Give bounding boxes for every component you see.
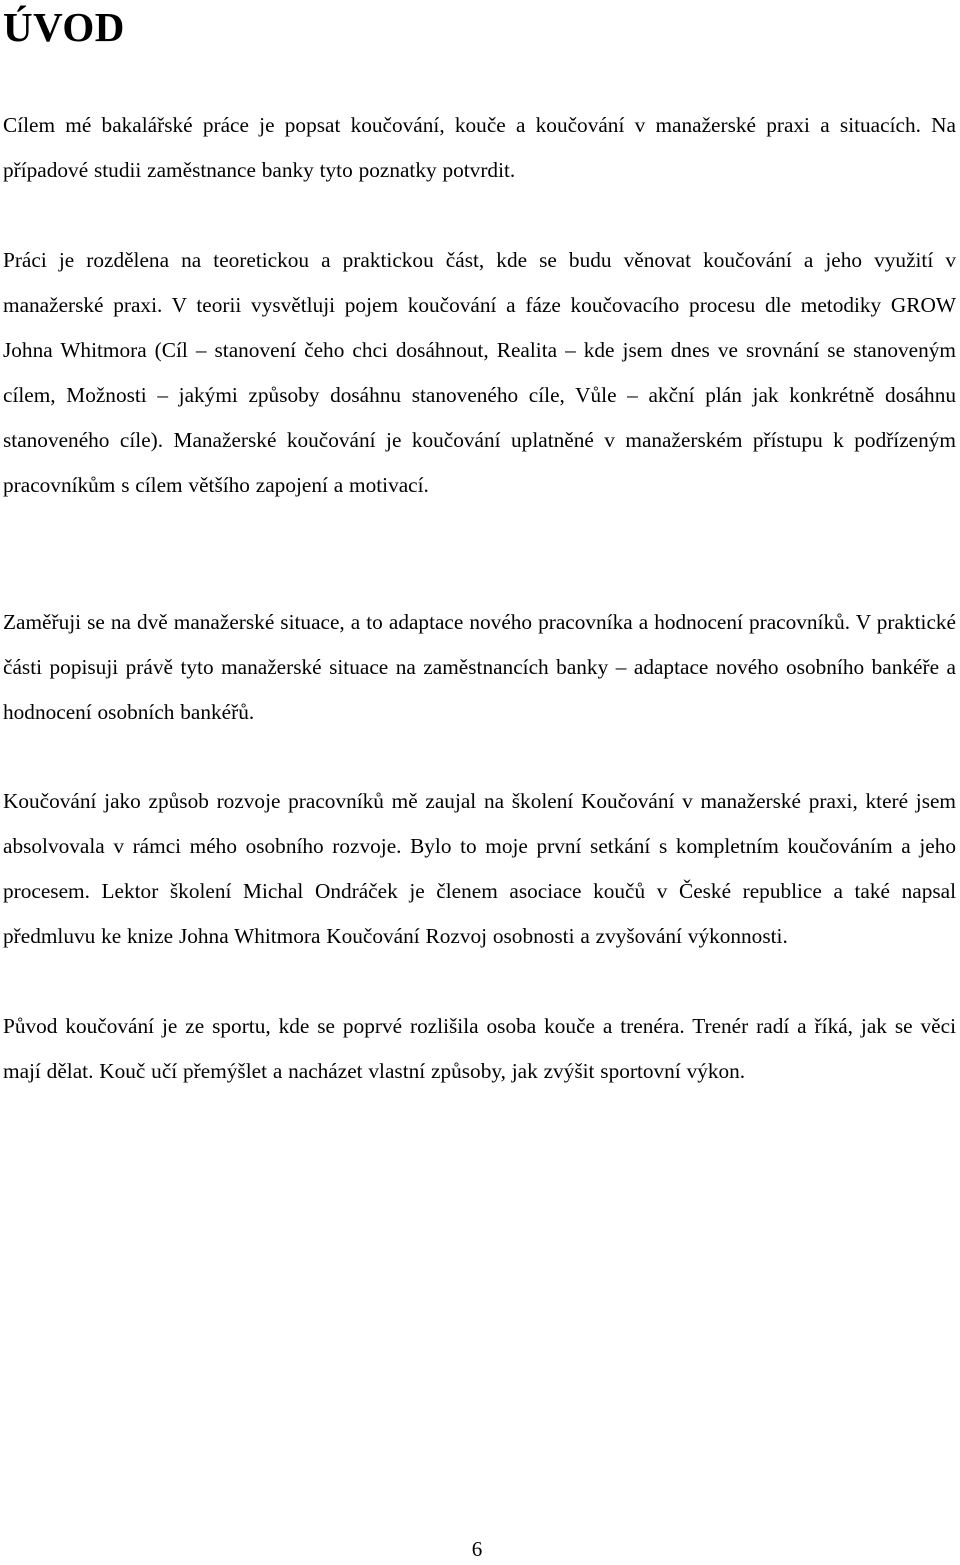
paragraph-situations: Zaměřuji se na dvě manažerské situace, a to adaptace nového pracovníka a hodnocení pracovníků. V praktické části popisuji právě tyto manažerské situace na zaměstnancích banky – adaptace nového osobního bankéře a hodnocení osobních bankéřů.: [3, 610, 956, 724]
paragraph-motivation: Koučování jako způsob rozvoje pracovníků mě zaujal na školení Koučování v manažerské praxi, které jsem absolvovala v rámci mého osobního rozvoje. Bylo to moje první setkání s kompletním koučováním a jeho procesem. Lektor školení Michal Ondráček je členem asociace koučů v České republice a také napsal předmluvu ke knize Johna Whitmora Koučování Rozvoj osobnosti a zvyšování výkonnosti.: [3, 789, 956, 948]
paragraph-structure: Práci je rozdělena na teoretickou a praktickou část, kde se budu věnovat koučování a jeho využití v manažerské praxi. V teorii vysvětluji pojem koučování a fáze koučovacího procesu dle metodiky GROW Johna Whitmora (Cíl – stanovení čeho chci dosáhnout, Realita – kde jsem dnes ve srovnání se stanoveným cílem, Možnosti – jakými způsoby dosáhnu stanoveného cíle, Vůle – akční plán jak konkrétně dosáhnu stanoveného cíle). Manažerské koučování je koučování uplatněné v manažerském přístupu k podřízeným pracovníkům s cílem většího zapojení a motivací.: [3, 248, 956, 497]
page-title: ÚVOD: [3, 4, 125, 50]
paragraph-intro: Cílem mé bakalářské práce je popsat koučování, kouče a koučování v manažerské praxi a situacích. Na případové studii zaměstnance banky tyto poznatky potvrdit.: [3, 113, 956, 182]
paragraph-origin: Původ koučování je ze sportu, kde se poprvé rozlišila osoba kouče a trenéra. Trenér radí a říká, jak se věci mají dělat. Kouč učí přemýšlet a nacházet vlastní způsoby, jak zvýšit sportovní výkon.: [3, 1014, 956, 1083]
page-number: 6: [471, 1537, 483, 1561]
